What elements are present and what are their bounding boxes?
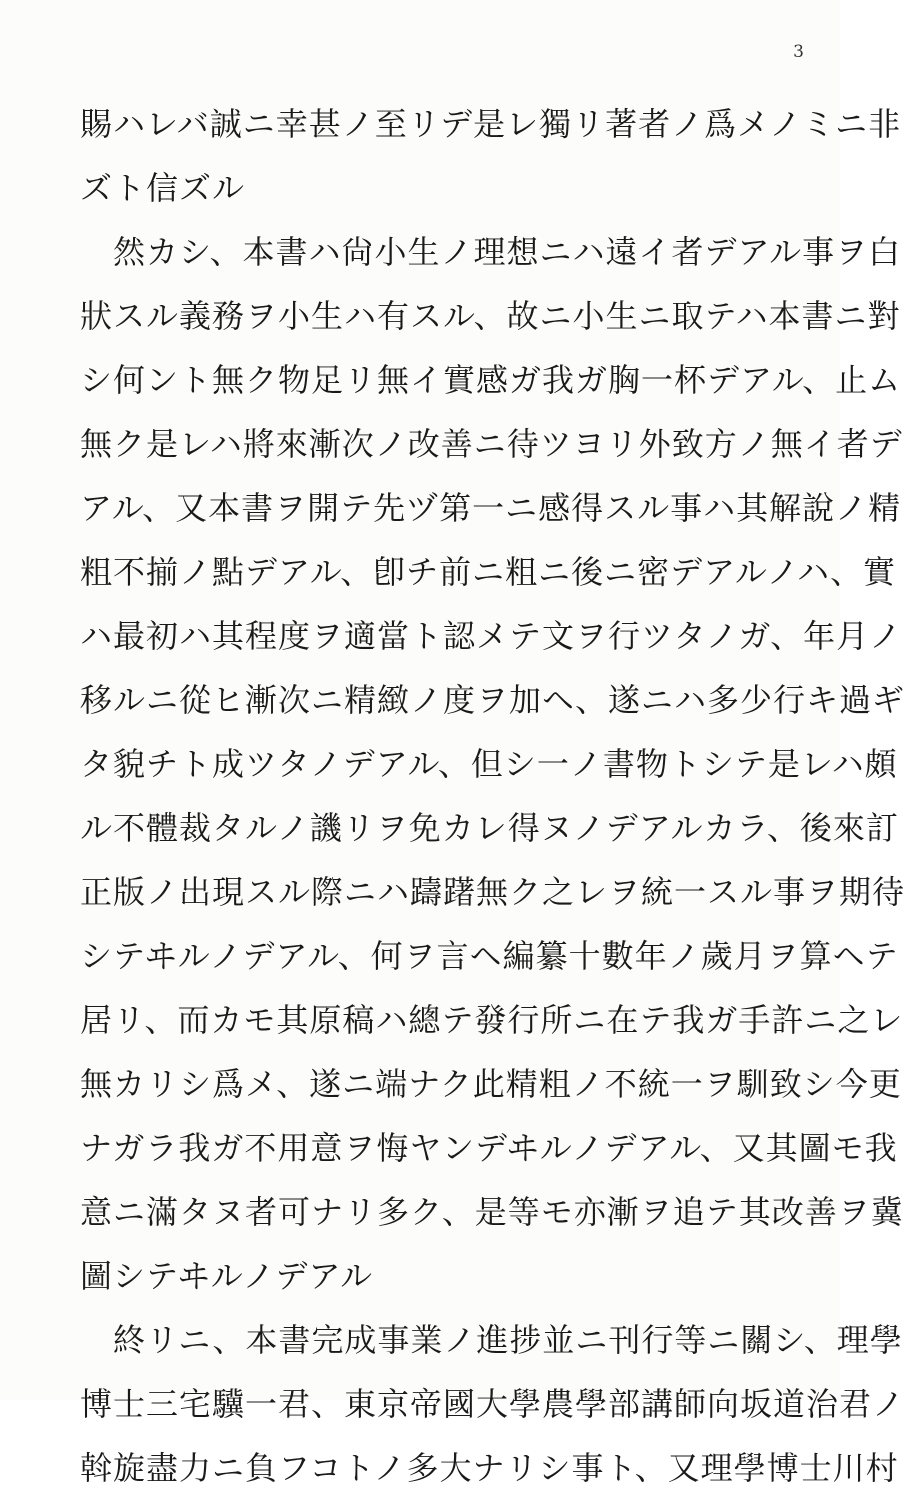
text-line: 圖シテヰルノデアル: [80, 1257, 374, 1295]
text-line: ハ最初ハ其程度ヲ適當ト認メテ文ヲ行ツタノガ、年月ノ: [80, 617, 903, 655]
text-line: 無ク是レハ將來漸次ノ改善ニ待ツヨリ外致方ノ無イ者デ: [80, 425, 903, 463]
text-line: 博士三宅驥一君、東京帝國大學農學部講師向坂道治君ノ: [80, 1385, 905, 1423]
text-line: シテヰルノデアル、何ヲ言ヘ編纂十數年ノ歲月ヲ算ヘテ: [80, 937, 899, 975]
text-line: 無カリシ爲メ、遂ニ端ナク此精粗ノ不統一ヲ馴致シ今更: [80, 1065, 902, 1103]
text-line: アル、又本書ヲ開テ先ヅ第一ニ感得スル事ハ其解說ノ精: [80, 489, 902, 527]
text-line: タ貌チト成ツタノデアル、但シ一ノ書物トシテ是レハ頗: [80, 745, 898, 783]
text-line: 移ルニ從ヒ漸次ニ精緻ノ度ヲ加ヘ、遂ニハ多少行キ過ギ: [80, 681, 905, 719]
text-line: 居リ、而カモ其原稿ハ總テ發行所ニ在テ我ガ手許ニ之レ: [80, 1001, 904, 1039]
text-line: 意ニ滿タヌ者可ナリ多ク、是等モ亦漸ヲ追テ其改善ヲ冀: [80, 1193, 904, 1231]
text-line: 粗不揃ノ點デアル、卽チ前ニ粗ニ後ニ密デアルノハ、實: [80, 553, 897, 591]
body-text: [80, 92, 905, 1500]
text-line: 斡旋盡力ニ負フコトノ多大ナリシ事ト、又理學博士川村: [80, 1449, 899, 1487]
text-line: 然カシ、本書ハ尙小生ノ理想ニハ遠イ者デアル事ヲ白: [80, 233, 902, 271]
text-line: シ何ント無ク物足リ無イ實感ガ我ガ胸一杯デアル、止ム: [80, 361, 902, 399]
text-line: 賜ハレバ誠ニ幸甚ノ至リデ是レ獨リ著者ノ爲メノミニ非: [80, 105, 902, 143]
page-number: 3: [793, 42, 804, 62]
text-line: 狀スル義務ヲ小生ハ有スル、故ニ小生ニ取テハ本書ニ對: [80, 297, 901, 335]
text-line: ナガラ我ガ不用意ヲ悔ヤンデヰルノデアル、又其圖モ我: [80, 1129, 898, 1167]
text-line: 正版ノ出現スル際ニハ躊躇無ク之レヲ統一スル事ヲ期待: [80, 873, 905, 911]
text-line: 終リニ、本書完成事業ノ進捗並ニ刊行等ニ關シ、理學: [80, 1321, 903, 1359]
text-line: ズト信ズル: [80, 169, 246, 207]
text-line: ル不體裁タルノ譏リヲ免カレ得ヌノデアルカラ、後來訂: [80, 809, 899, 847]
